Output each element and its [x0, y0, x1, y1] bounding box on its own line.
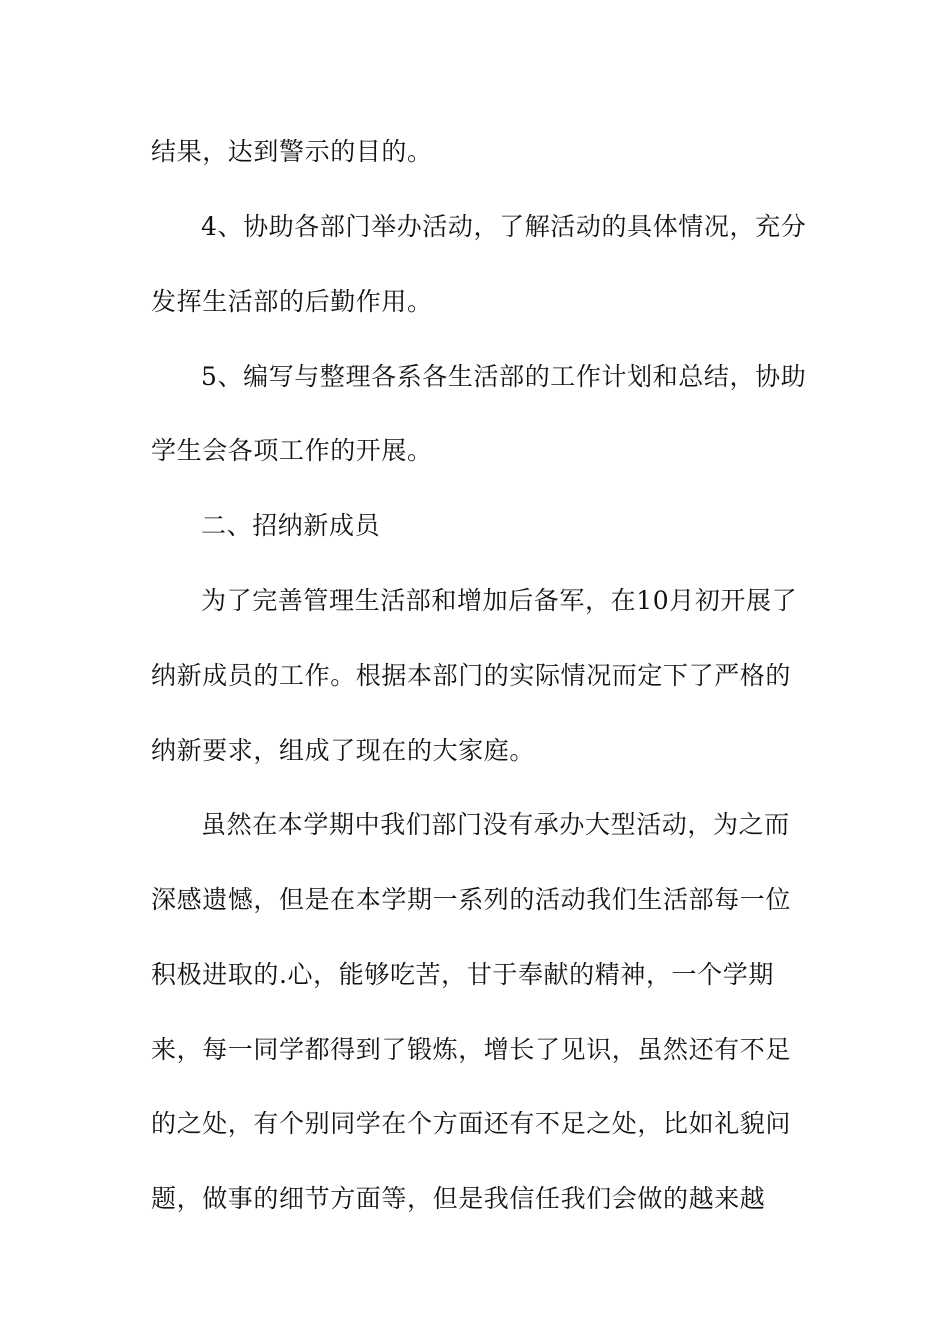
text-line: 来，每一同学都得到了锻炼，增长了见识，虽然还有不足: [151, 1035, 792, 1064]
text-line: 发挥生活部的后勤作用。: [151, 287, 433, 316]
text-line: 题，做事的细节方面等，但是我信任我们会做的越来越: [151, 1184, 766, 1213]
text-line: 虽然在本学期中我们部门没有承办大型活动，为之而: [201, 810, 790, 839]
text-line: 学生会各项工作的开展。: [151, 436, 433, 465]
text-line: 为了完善管理生活部和增加后备军，在10月初开展了: [201, 586, 798, 615]
section-heading: 二、招纳新成员: [201, 511, 381, 540]
text-line: 纳新要求，组成了现在的大家庭。: [151, 736, 536, 765]
text-line: 结果，达到警示的目的。: [151, 137, 433, 166]
text-line: 的之处，有个别同学在个方面还有不足之处，比如礼貌问: [151, 1109, 792, 1138]
text-line: 4、协助各部门举办活动，了解活动的具体情况，充分: [201, 212, 807, 241]
text-line: 5、编写与整理各系各生活部的工作计划和总结，协助: [201, 362, 807, 391]
text-line: 积极进取的.心，能够吃苦，甘于奉献的精神，一个学期: [151, 960, 774, 989]
text-line: 深感遗憾，但是在本学期一系列的活动我们生活部每一位: [151, 885, 792, 914]
text-line: 纳新成员的工作。根据本部门的实际情况而定下了严格的: [151, 661, 792, 690]
